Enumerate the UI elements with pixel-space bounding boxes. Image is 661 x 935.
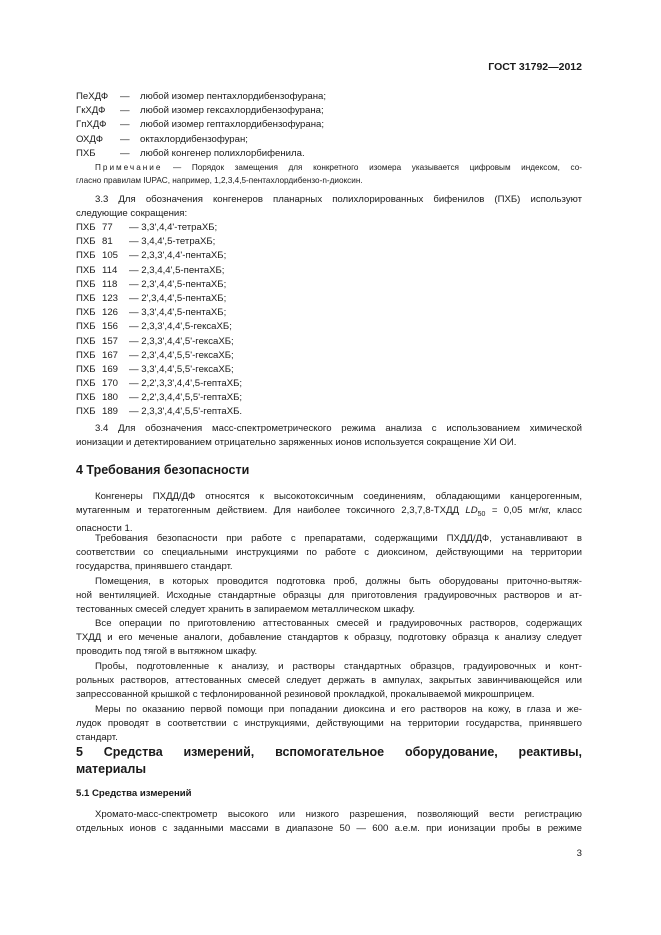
pcb-row <box>76 349 476 363</box>
abbreviation-term: ГпХДФ <box>76 119 107 131</box>
paragraph-3-4-continuation <box>76 436 582 450</box>
abbreviation-list <box>76 90 596 161</box>
pcb-number: 180 <box>102 392 119 404</box>
pcb-prefix: ПХБ <box>76 278 96 290</box>
abbreviation-term: ГкХДФ <box>76 105 106 117</box>
paragraph-3-3-continuation <box>76 207 582 221</box>
section-4-paragraph-1 <box>95 490 582 504</box>
abbreviation-term: ПХБ <box>76 147 96 159</box>
pcb-row <box>76 335 476 349</box>
pcb-name: — 2,3',4,4',5-пентаХБ; <box>129 278 227 290</box>
abbreviation-row <box>76 104 596 118</box>
abbreviation-row <box>76 118 596 132</box>
pcb-row <box>76 377 476 391</box>
pcb-prefix: ПХБ <box>76 236 96 248</box>
paragraph-3-3 <box>95 193 582 207</box>
pcb-number: 156 <box>102 321 119 333</box>
abbreviation-term: ПеХДФ <box>76 91 109 102</box>
section-5-heading <box>76 744 582 777</box>
section-4-heading: 4 Требования безопасности <box>76 463 250 477</box>
paragraph-line: запрессованной крышкой с тефлонированной резиновой прокладкой, прокалываемой микрошприцем. <box>76 689 535 701</box>
heading-line: 5 Средства измерений, вспомогательное оборудование, реактивы, <box>76 745 582 759</box>
pcb-row <box>76 363 476 377</box>
paragraph-line: ионизации и детектированием отрицательно заряженных ионов используется сокращение ХИ ОИ. <box>76 437 517 448</box>
pcb-name: — 3,3',4,4',5,5'-гексаХБ; <box>129 363 234 375</box>
paragraph-line: рольных растворов, аттестованных смесей следует держать в ампулах, закрытых завинчивающейся или <box>76 675 582 686</box>
pcb-number: 114 <box>102 264 118 276</box>
paragraph-line: отдельных ионов с заданными массами в диапазоне 50 — 600 а.е.м. при ионизации пробы в режиме <box>76 823 582 834</box>
section-4-paragraph-2-continuation <box>76 546 582 574</box>
pcb-name: — 2,3,3',4,4',5,5'-гептаХБ. <box>129 406 243 418</box>
abbreviation-text: октахлордибензофуран; <box>140 133 248 145</box>
abbreviation-text: любой изомер гептахлордибензофурана; <box>140 119 325 131</box>
pcb-row <box>76 391 476 405</box>
note-continuation <box>76 175 582 188</box>
section-5-1-paragraph-continuation <box>76 822 582 836</box>
pcb-prefix: ПХБ <box>76 392 96 404</box>
section-4-paragraph-3-continuation <box>76 589 582 617</box>
pcb-number: 105 <box>102 250 119 262</box>
pcb-congener-list <box>76 221 476 420</box>
abbreviation-dash: — <box>120 119 130 131</box>
abbreviation-text: любой изомер гексахлордибензофурана; <box>140 105 324 117</box>
section-4-paragraph-6-continuation <box>76 717 582 745</box>
paragraph-line: соответствии со специальными инструкциями по работе с диоксином, действующими на территории <box>76 547 582 558</box>
note-line <box>95 162 582 175</box>
note <box>95 162 582 175</box>
note-label: Примечание <box>95 163 163 172</box>
pcb-name: — 2,3,3',4,4',5-гексаХБ; <box>129 321 232 333</box>
abbreviation-dash: — <box>120 105 130 117</box>
pcb-name: — 3,4,4',5-тетраХБ; <box>129 236 216 248</box>
document-header: ГОСТ 31792—2012 <box>488 61 582 73</box>
paragraph-line: Меры по оказанию первой помощи при попадании диоксина и его растворов на кожу, в глаза и же- <box>95 704 582 715</box>
abbreviation-row <box>76 133 596 147</box>
pcb-prefix: ПХБ <box>76 292 96 304</box>
section-4-paragraph-2 <box>95 532 582 546</box>
pcb-number: 126 <box>102 307 119 319</box>
section-4-paragraph-5-continuation <box>76 674 582 702</box>
paragraph-line: ной вентиляцией. Исходные стандартные образцы для приготовления градуировочных растворов и ат- <box>76 590 582 601</box>
subsection-5-1-heading: 5.1 Средства измерений <box>76 788 192 799</box>
pcb-name: — 2,2',3,4,4',5,5'-гептаХБ; <box>129 392 243 404</box>
pcb-prefix: ПХБ <box>76 222 96 233</box>
pcb-prefix: ПХБ <box>76 321 96 333</box>
abbreviation-row <box>76 147 596 161</box>
paragraph-line: Пробы, подготовленные к анализу, и растворы стандартных образцов, градуировочных и конт- <box>95 661 582 672</box>
pcb-number: 118 <box>102 278 118 290</box>
pcb-row <box>76 249 476 263</box>
paragraph-line: Помещения, в которых проводится подготовка проб, должны быть оборудованы приточно-вытяж- <box>95 576 582 587</box>
section-4-paragraph-3 <box>95 575 582 589</box>
pcb-prefix: ПХБ <box>76 250 96 262</box>
abbreviation-row <box>76 90 596 104</box>
pcb-name: — 2',3,4,4',5-пентаХБ; <box>129 292 227 304</box>
abbreviation-text: любой изомер пентахлордибензофурана; <box>140 91 327 102</box>
pcb-name: — 2,3',4,4',5,5'-гексаХБ; <box>129 349 234 361</box>
section-4-paragraph-6 <box>95 703 582 717</box>
pcb-name: — 2,3,3',4,4',5'-гексаХБ; <box>129 335 234 347</box>
pcb-number: 167 <box>102 349 119 361</box>
pcb-number: 157 <box>102 335 119 347</box>
ld50-symbol: LD <box>465 505 478 516</box>
paragraph-line: государства, принявшего стандарт. <box>76 561 233 573</box>
ld50-subscript: 50 <box>477 510 486 518</box>
pcb-row <box>76 278 476 292</box>
pcb-row <box>76 235 476 249</box>
section-4-paragraph-4-continuation <box>76 631 582 659</box>
pcb-row <box>76 264 476 278</box>
pcb-number: 189 <box>102 406 119 418</box>
paragraph-3-4 <box>95 422 582 436</box>
paragraph-line: проводить под тягой в вытяжном шкафу. <box>76 646 258 658</box>
pcb-row <box>76 320 476 334</box>
paragraph-text: = 0,05 мг/кг, класс <box>485 505 582 516</box>
pcb-row <box>76 405 476 419</box>
paragraph-line: ТХДД и его меченые аналоги, добавление стандартов к образцу, подготовку образца к анализу следует <box>76 632 582 643</box>
pcb-row <box>76 306 476 320</box>
pcb-prefix: ПХБ <box>76 349 96 361</box>
paragraph-line: тестованных смесей следует хранить в запираемом металлическом шкафу. <box>76 604 416 616</box>
paragraph-line: стандарт. <box>76 732 118 744</box>
pcb-number: 81 <box>102 236 113 248</box>
pcb-row <box>76 221 476 235</box>
pcb-number: 170 <box>102 378 119 390</box>
pcb-number: 169 <box>102 363 119 375</box>
note-line: гласно правилам IUPAC, например, 1,2,3,4,5-пентахлордибензо-n-диоксин. <box>76 176 363 185</box>
paragraph-line: Хромато-масс-спектрометр высокого или низкого разрешения, позволяющий вести регистрацию <box>95 809 582 820</box>
paragraph-line: лудок проводят в соответствии с инструкциями, действующими на территории государства, принявшего <box>76 718 582 729</box>
pcb-prefix: ПХБ <box>76 264 96 276</box>
pcb-name: — 2,2',3,3',4,4',5-гептаХБ; <box>129 378 243 390</box>
page-number: 3 <box>576 848 582 859</box>
abbreviation-dash: — <box>120 91 130 102</box>
abbreviation-dash: — <box>120 133 130 145</box>
paragraph-line: Все операции по приготовлению аттестованных смесей и градуировочных растворов, содержащих <box>95 618 582 629</box>
paragraph-line: 3.3 Для обозначения конгенеров планарных полихлорированных бифенилов (ПХБ) используют <box>95 194 582 205</box>
pcb-row <box>76 292 476 306</box>
paragraph-line <box>76 504 582 522</box>
pcb-name: — 3,3',4,4'-тетраХБ; <box>129 222 218 233</box>
section-4-paragraph-4 <box>95 617 582 631</box>
paragraph-line: Конгенеры ПХДД/ДФ относятся к высокотоксичным соединениям, обладающими канцерогенным, <box>95 491 582 502</box>
pcb-name: — 2,3,3',4,4'-пентаХБ; <box>129 250 227 262</box>
note-text: — Порядок замещения для конкретного изомера указывается цифровым индексом, со- <box>173 163 583 172</box>
pcb-prefix: ПХБ <box>76 378 96 390</box>
abbreviation-dash: — <box>120 147 130 159</box>
paragraph-line: Требования безопасности при работе с препаратами, содержащими ПХДД/ДФ, устанавливают в <box>95 533 582 544</box>
section-4-paragraph-5 <box>95 660 582 674</box>
paragraph-line: следующие сокращения: <box>76 208 188 219</box>
paragraph-line: 3.4 Для обозначения масс-спектрометрического режима анализа с использованием химической <box>95 423 582 434</box>
pcb-name: — 2,3,4,4',5-пентаХБ; <box>129 264 225 276</box>
pcb-prefix: ПХБ <box>76 406 96 418</box>
paragraph-line: опасности 1. <box>76 523 133 535</box>
pcb-number: 77 <box>102 222 113 233</box>
pcb-number: 123 <box>102 292 119 304</box>
section-5-1-paragraph <box>95 808 582 822</box>
pcb-prefix: ПХБ <box>76 335 96 347</box>
pcb-prefix: ПХБ <box>76 363 96 375</box>
pcb-prefix: ПХБ <box>76 307 96 319</box>
abbreviation-term: ОХДФ <box>76 133 104 145</box>
pcb-name: — 3,3',4,4',5-пентаХБ; <box>129 307 227 319</box>
paragraph-text: мутагенным и тератогенным действием. Для наиболее токсичного 2,3,7,8-ТХДД <box>76 505 466 516</box>
abbreviation-text: любой конгенер полихлорбифенила. <box>140 147 305 159</box>
heading-line: материалы <box>76 761 146 776</box>
